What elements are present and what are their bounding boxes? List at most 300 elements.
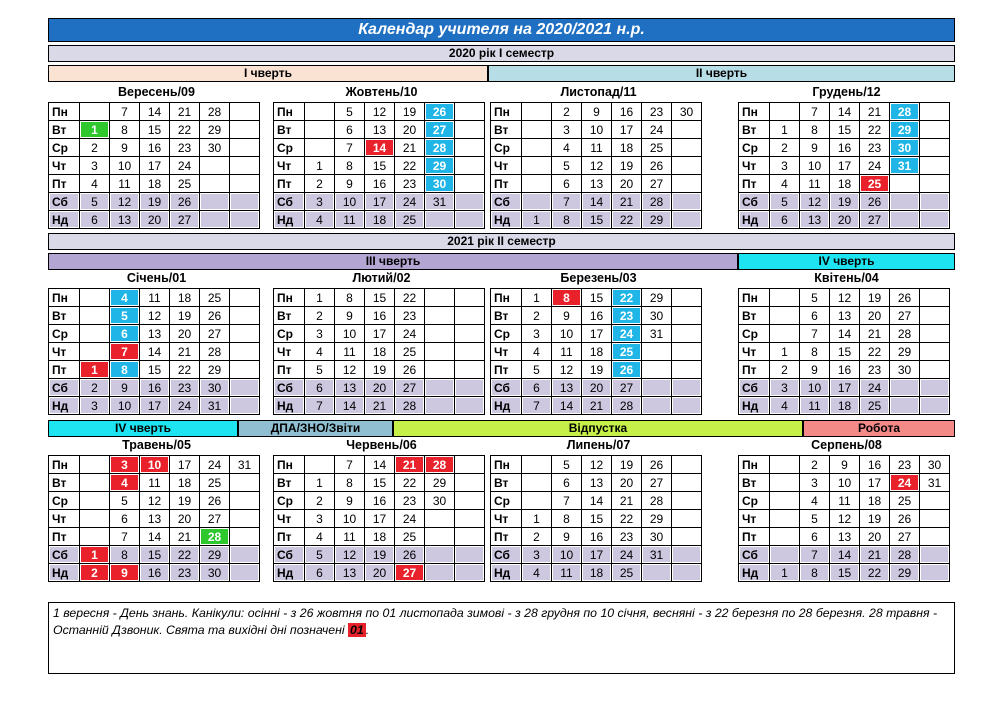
date-cell [890, 175, 919, 192]
week-row [49, 289, 259, 306]
date-cell [672, 343, 701, 360]
date-cell: 19 [612, 157, 641, 174]
date-cell: 20 [830, 211, 859, 228]
date-cell [890, 193, 919, 210]
date-cell: 15 [582, 289, 611, 306]
date-cell: 23 [890, 456, 919, 473]
date-cell: 24 [612, 546, 641, 563]
date-cell: 10 [110, 157, 139, 174]
weekday-label: Сб [491, 379, 521, 396]
date-cell: 19 [860, 289, 889, 306]
date-cell: 11 [140, 289, 169, 306]
week-row [49, 510, 259, 527]
week-row [274, 307, 484, 324]
date-cell: 31 [200, 397, 229, 414]
date-cell: 26 [860, 193, 889, 210]
date-cell: 16 [860, 456, 889, 473]
date-cell: 28 [612, 397, 641, 414]
date-cell: 20 [860, 307, 889, 324]
week-row [274, 361, 484, 378]
date-cell: 16 [365, 492, 394, 509]
date-cell: 7 [335, 139, 364, 156]
date-cell: 29 [890, 121, 919, 138]
date-cell: 1 [522, 510, 551, 527]
date-cell: 9 [335, 307, 364, 324]
date-cell: 21 [860, 546, 889, 563]
month-grid [273, 455, 485, 582]
date-cell: 17 [830, 379, 859, 396]
date-cell: 29 [200, 121, 229, 138]
month-grid [48, 288, 260, 415]
month-grid [48, 102, 260, 229]
date-cell [230, 139, 259, 156]
date-cell: 14 [335, 397, 364, 414]
date-cell [522, 157, 551, 174]
date-cell [230, 510, 259, 527]
month-grid [273, 102, 485, 229]
week-row [274, 343, 484, 360]
date-cell [305, 103, 334, 120]
date-cell: 12 [582, 456, 611, 473]
weekday-label: Чт [739, 343, 769, 360]
weekday-label: Пт [274, 528, 304, 545]
date-cell [455, 456, 484, 473]
week-row [491, 307, 701, 324]
month-grid [48, 455, 260, 582]
week-row [491, 289, 701, 306]
date-cell: 3 [305, 510, 334, 527]
date-cell [920, 379, 949, 396]
week-row [49, 456, 259, 473]
date-cell [455, 492, 484, 509]
date-cell [770, 510, 799, 527]
date-cell: 28 [642, 492, 671, 509]
semester-2-header: 2021 рік ІІ семестр [48, 233, 955, 250]
weekday-label: Вт [49, 474, 79, 491]
date-cell: 19 [612, 456, 641, 473]
date-cell: 21 [395, 456, 424, 473]
date-cell: 6 [110, 325, 139, 342]
date-cell [305, 456, 334, 473]
date-cell [672, 211, 701, 228]
date-cell [230, 546, 259, 563]
date-cell: 4 [552, 139, 581, 156]
date-cell: 4 [110, 474, 139, 491]
date-cell: 10 [830, 474, 859, 491]
date-cell: 20 [612, 175, 641, 192]
weekday-label: Пт [274, 175, 304, 192]
date-cell: 20 [582, 379, 611, 396]
month-title: Вересень/09 [48, 85, 265, 100]
quarter-1-band: І чверть [48, 65, 488, 82]
weekday-label: Пт [491, 175, 521, 192]
date-cell: 28 [425, 139, 454, 156]
date-cell [230, 157, 259, 174]
weekday-label: Пн [491, 456, 521, 473]
weekday-label: Нд [491, 397, 521, 414]
date-cell: 6 [552, 175, 581, 192]
date-cell: 14 [140, 528, 169, 545]
month-title: Березень/03 [490, 271, 707, 286]
date-cell: 18 [830, 397, 859, 414]
date-cell [522, 175, 551, 192]
date-cell [425, 379, 454, 396]
date-cell: 4 [80, 175, 109, 192]
weekday-label: Ср [739, 139, 769, 156]
date-cell [425, 510, 454, 527]
date-cell: 10 [552, 546, 581, 563]
date-cell: 27 [860, 211, 889, 228]
date-cell: 23 [395, 307, 424, 324]
date-cell: 18 [365, 343, 394, 360]
week-row [49, 211, 259, 228]
date-cell: 25 [860, 175, 889, 192]
weekday-label: Чт [491, 343, 521, 360]
week-row [739, 175, 949, 192]
date-cell: 2 [800, 456, 829, 473]
date-cell: 18 [365, 528, 394, 545]
month-title: Грудень/12 [738, 85, 955, 100]
date-cell: 23 [612, 528, 641, 545]
date-cell [455, 528, 484, 545]
date-cell [80, 325, 109, 342]
date-cell: 13 [140, 510, 169, 527]
date-cell: 2 [305, 175, 334, 192]
date-cell: 21 [170, 103, 199, 120]
date-cell: 5 [552, 157, 581, 174]
date-cell: 13 [830, 307, 859, 324]
week-row [274, 379, 484, 396]
date-cell: 1 [305, 289, 334, 306]
weekday-label: Пт [491, 361, 521, 378]
date-cell: 21 [612, 193, 641, 210]
week-row [491, 492, 701, 509]
date-cell: 24 [170, 157, 199, 174]
date-cell: 1 [770, 121, 799, 138]
month-grid [738, 102, 950, 229]
date-cell: 11 [582, 139, 611, 156]
weekday-label: Сб [491, 193, 521, 210]
date-cell: 12 [140, 492, 169, 509]
date-cell [230, 379, 259, 396]
date-cell [425, 397, 454, 414]
date-cell: 23 [395, 175, 424, 192]
date-cell: 2 [80, 564, 109, 581]
date-cell: 30 [642, 528, 671, 545]
date-cell: 15 [830, 343, 859, 360]
date-cell: 2 [522, 307, 551, 324]
date-cell: 25 [612, 343, 641, 360]
month-title: Серпень/08 [738, 438, 955, 453]
date-cell: 25 [200, 289, 229, 306]
date-cell: 22 [170, 121, 199, 138]
date-cell: 4 [770, 397, 799, 414]
week-row [739, 103, 949, 120]
date-cell: 2 [80, 379, 109, 396]
week-row [491, 211, 701, 228]
date-cell: 3 [80, 397, 109, 414]
date-cell: 31 [642, 325, 671, 342]
week-row [49, 175, 259, 192]
weekday-label: Ср [491, 139, 521, 156]
date-cell: 16 [830, 361, 859, 378]
date-cell: 6 [305, 564, 334, 581]
date-cell: 4 [522, 564, 551, 581]
date-cell: 16 [365, 175, 394, 192]
date-cell: 23 [170, 379, 199, 396]
month-title: Лютий/02 [273, 271, 490, 286]
date-cell: 29 [200, 546, 229, 563]
date-cell [425, 564, 454, 581]
date-cell: 27 [612, 379, 641, 396]
date-cell: 13 [582, 175, 611, 192]
month-title: Січень/01 [48, 271, 265, 286]
week-row [274, 510, 484, 527]
weekday-label: Ср [491, 325, 521, 342]
date-cell: 12 [830, 510, 859, 527]
weekday-label: Вт [274, 307, 304, 324]
date-cell: 7 [800, 325, 829, 342]
date-cell: 6 [522, 379, 551, 396]
month-title: Листопад/11 [490, 85, 707, 100]
date-cell: 3 [800, 474, 829, 491]
date-cell [425, 343, 454, 360]
date-cell: 26 [395, 546, 424, 563]
date-cell: 3 [770, 379, 799, 396]
date-cell [920, 397, 949, 414]
week-row [491, 564, 701, 581]
weekday-label: Чт [49, 157, 79, 174]
date-cell: 20 [140, 211, 169, 228]
date-cell: 9 [800, 361, 829, 378]
week-row [739, 307, 949, 324]
week-row [274, 456, 484, 473]
month-title: Червень/06 [273, 438, 490, 453]
date-cell: 15 [582, 510, 611, 527]
date-cell: 5 [800, 510, 829, 527]
legend-note-text: 1 вересня - День знань. Канікули: осінні - з 26 жовтня по 01 листопада зимові - з 28 грудня по 10 січня, весняні - з 22 березня по 28 березня. 28 травня - Останній Дзвоник. Свята та вихідні дні позначені [53, 606, 938, 637]
date-cell [890, 211, 919, 228]
date-cell: 31 [890, 157, 919, 174]
date-cell: 3 [305, 325, 334, 342]
week-row [739, 546, 949, 563]
date-cell: 16 [830, 139, 859, 156]
date-cell: 13 [830, 528, 859, 545]
date-cell: 15 [830, 121, 859, 138]
date-cell: 19 [582, 361, 611, 378]
date-cell: 14 [140, 343, 169, 360]
date-cell: 19 [365, 361, 394, 378]
date-cell [230, 211, 259, 228]
weekday-label: Чт [49, 343, 79, 360]
date-cell: 22 [860, 121, 889, 138]
date-cell: 18 [860, 492, 889, 509]
week-row [491, 121, 701, 138]
date-cell: 30 [890, 361, 919, 378]
date-cell: 24 [170, 397, 199, 414]
date-cell: 5 [305, 361, 334, 378]
date-cell: 13 [552, 379, 581, 396]
date-cell [770, 528, 799, 545]
date-cell: 13 [335, 564, 364, 581]
week-row [491, 157, 701, 174]
date-cell: 14 [365, 456, 394, 473]
date-cell: 25 [395, 528, 424, 545]
date-cell: 25 [860, 397, 889, 414]
date-cell: 27 [425, 121, 454, 138]
date-cell [455, 103, 484, 120]
week-row [49, 343, 259, 360]
week-row [739, 456, 949, 473]
weekday-label: Вт [491, 121, 521, 138]
weekday-label: Чт [491, 510, 521, 527]
date-cell [80, 289, 109, 306]
weekday-label: Вт [739, 474, 769, 491]
weekday-label: Чт [274, 343, 304, 360]
date-cell: 28 [200, 103, 229, 120]
date-cell: 7 [552, 492, 581, 509]
week-row [49, 157, 259, 174]
date-cell: 29 [642, 289, 671, 306]
weekday-label: Вт [274, 474, 304, 491]
date-cell: 14 [140, 103, 169, 120]
date-cell: 26 [425, 103, 454, 120]
date-cell: 18 [612, 139, 641, 156]
week-row [49, 528, 259, 545]
date-cell: 23 [642, 103, 671, 120]
date-cell: 1 [770, 564, 799, 581]
date-cell: 15 [365, 157, 394, 174]
date-cell: 6 [800, 307, 829, 324]
date-cell: 22 [395, 157, 424, 174]
date-cell: 27 [642, 175, 671, 192]
holiday-legend-mark: 01 [350, 623, 364, 637]
weekday-label: Нд [49, 564, 79, 581]
date-cell: 29 [642, 211, 671, 228]
date-cell [230, 474, 259, 491]
date-cell: 1 [80, 361, 109, 378]
date-cell: 3 [80, 157, 109, 174]
weekday-label: Ср [739, 492, 769, 509]
weekday-label: Сб [49, 193, 79, 210]
weekday-label: Пт [274, 361, 304, 378]
date-cell [890, 397, 919, 414]
date-cell: 8 [110, 121, 139, 138]
date-cell [80, 492, 109, 509]
date-cell: 13 [365, 121, 394, 138]
date-cell: 8 [800, 121, 829, 138]
quarter-4-band-may: IV чверть [48, 420, 238, 437]
date-cell: 30 [200, 379, 229, 396]
week-row [491, 343, 701, 360]
date-cell: 3 [522, 325, 551, 342]
date-cell: 30 [672, 103, 701, 120]
month-grid [273, 288, 485, 415]
date-cell: 8 [800, 343, 829, 360]
date-cell: 11 [335, 211, 364, 228]
week-row [49, 474, 259, 491]
date-cell: 19 [860, 510, 889, 527]
week-row [739, 193, 949, 210]
date-cell [230, 121, 259, 138]
date-cell [920, 157, 949, 174]
date-cell: 20 [612, 474, 641, 491]
weekday-label: Ср [739, 325, 769, 342]
date-cell: 23 [860, 361, 889, 378]
date-cell [455, 193, 484, 210]
date-cell: 8 [110, 546, 139, 563]
week-row [274, 474, 484, 491]
date-cell: 14 [582, 193, 611, 210]
weekday-label: Чт [49, 510, 79, 527]
date-cell: 28 [200, 343, 229, 360]
date-cell: 10 [140, 456, 169, 473]
date-cell [455, 157, 484, 174]
date-cell: 20 [365, 564, 394, 581]
week-row [49, 546, 259, 563]
date-cell: 20 [365, 379, 394, 396]
week-row [274, 564, 484, 581]
week-row [49, 307, 259, 324]
date-cell: 5 [800, 289, 829, 306]
week-row [49, 564, 259, 581]
date-cell: 5 [110, 492, 139, 509]
date-cell: 9 [335, 175, 364, 192]
date-cell: 16 [140, 379, 169, 396]
date-cell [672, 492, 701, 509]
date-cell: 11 [110, 175, 139, 192]
date-cell [672, 289, 701, 306]
date-cell: 19 [140, 193, 169, 210]
date-cell: 18 [140, 175, 169, 192]
date-cell: 19 [395, 103, 424, 120]
date-cell: 13 [335, 379, 364, 396]
date-cell [455, 397, 484, 414]
weekday-label: Вт [49, 121, 79, 138]
date-cell [230, 103, 259, 120]
date-cell: 26 [170, 193, 199, 210]
date-cell: 9 [110, 379, 139, 396]
date-cell: 4 [522, 343, 551, 360]
exams-band: ДПА/ЗНО/Звіти [238, 420, 393, 437]
date-cell: 16 [582, 307, 611, 324]
date-cell: 10 [800, 379, 829, 396]
date-cell [770, 456, 799, 473]
date-cell: 23 [612, 307, 641, 324]
date-cell: 7 [110, 528, 139, 545]
date-cell: 26 [200, 492, 229, 509]
week-row [274, 211, 484, 228]
date-cell [455, 474, 484, 491]
date-cell: 26 [642, 157, 671, 174]
date-cell [920, 343, 949, 360]
week-row [49, 361, 259, 378]
date-cell: 17 [140, 397, 169, 414]
date-cell [672, 307, 701, 324]
date-cell [920, 211, 949, 228]
date-cell [230, 325, 259, 342]
date-cell: 18 [170, 289, 199, 306]
date-cell: 17 [140, 157, 169, 174]
work-band: Робота [803, 420, 955, 437]
weekday-label: Пт [739, 528, 769, 545]
weekday-label: Сб [739, 546, 769, 563]
date-cell: 24 [395, 193, 424, 210]
date-cell: 27 [642, 474, 671, 491]
date-cell: 8 [552, 510, 581, 527]
date-cell [920, 528, 949, 545]
date-cell [425, 546, 454, 563]
